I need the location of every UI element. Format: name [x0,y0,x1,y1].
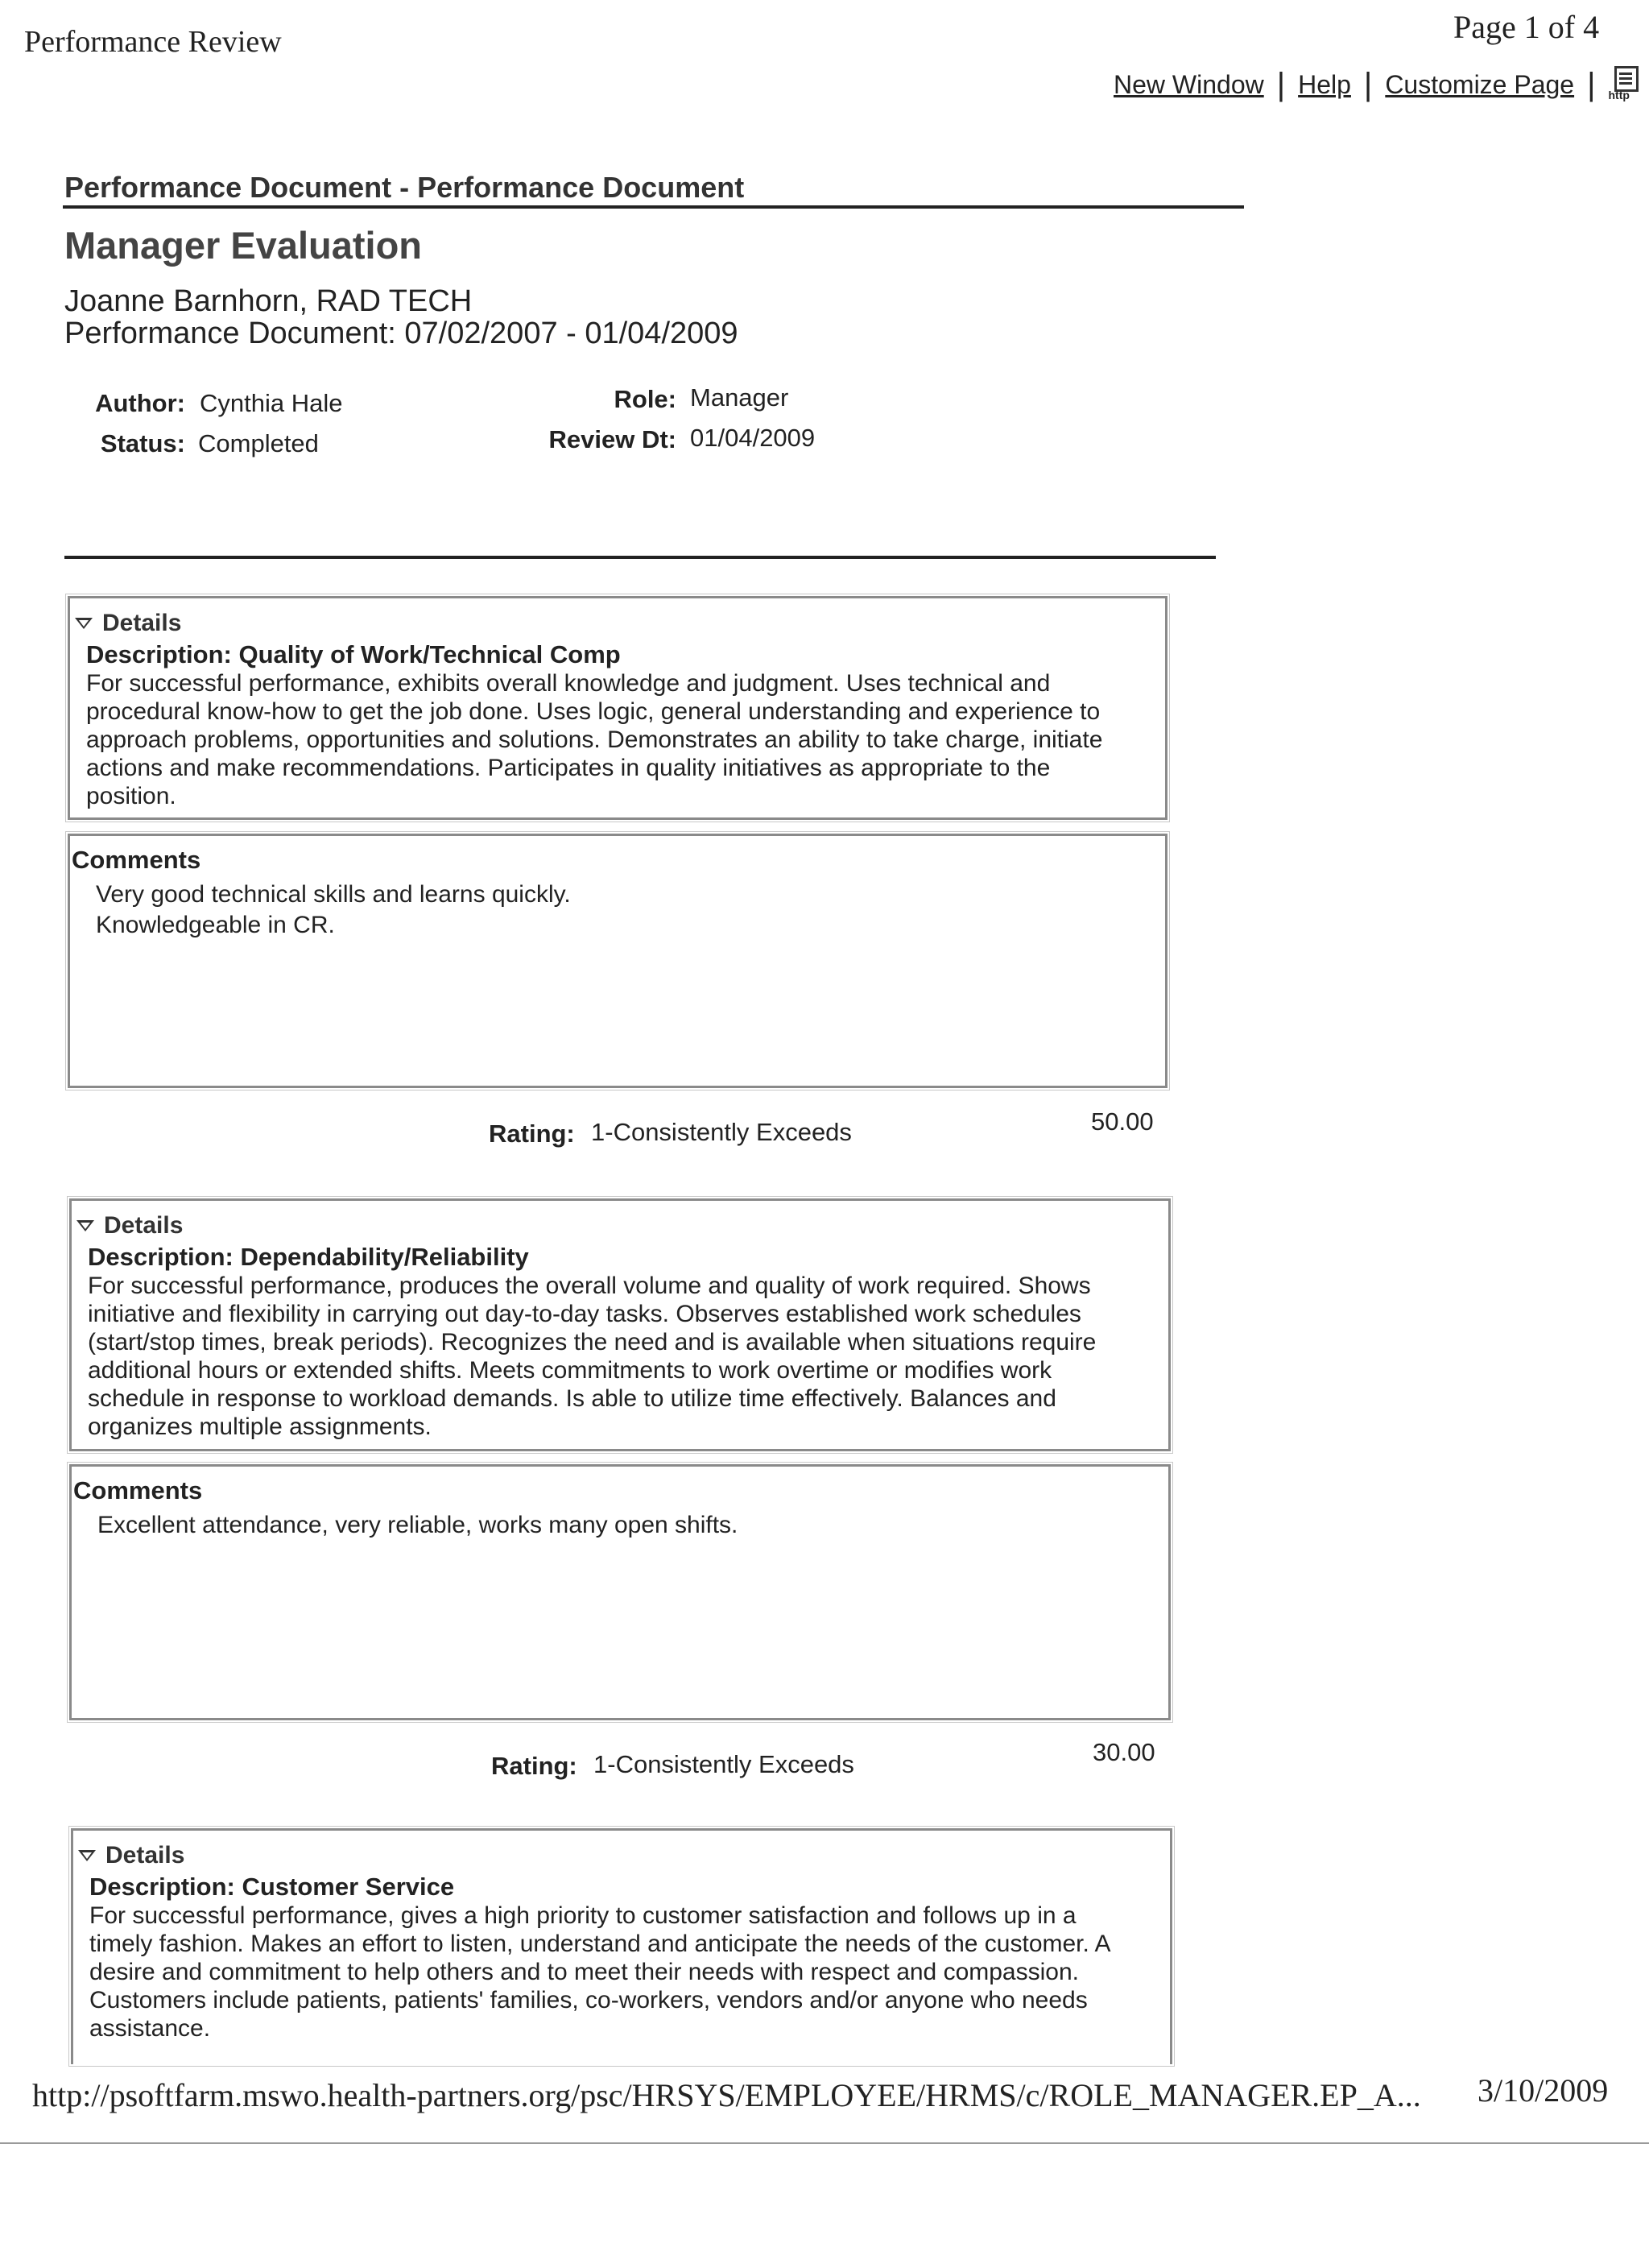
role-value: Manager [690,383,789,412]
comments-text: Very good technical skills and learns quickly. Knowledgeable in CR. [96,881,571,938]
http-link-icon[interactable] [1608,66,1640,103]
details-label: Details [104,1212,184,1239]
print-title: Performance Review [24,25,282,59]
description-text: For successful performance, gives a high priority to customer satisfaction and follows up in a timely fashion. Makes an effort to listen, understand and anticipate the needs of the customer. A desire and commitment to help others and to meet their needs with respect and compassion. Customers include patients, patients' families, co-workers, vendors and/or anyone who needs assistance. [89,1902,1110,2042]
details-toggle[interactable] [78,1842,184,1869]
details-toggle[interactable] [76,1212,183,1240]
details-label: Details [102,610,182,636]
details-panel [68,596,1168,820]
score-value: 30.00 [1093,1738,1155,1766]
rating-value: 1-Consistently Exceeds [591,1118,852,1146]
details-panel [71,1828,1172,2064]
author-label: Author: [95,389,185,417]
details-label: Details [105,1842,185,1869]
review-date-label: Review Dt: [548,425,676,453]
page-title: Manager Evaluation [64,224,422,267]
status-value: Completed [198,429,319,457]
description-text: For successful performance, exhibits overall knowledge and judgment. Uses technical and procedural know-how to get the job done. Uses logic, general understanding and experience to approach problems, opportunities and solutions. Demonstrates an ability to take charge, initiate actions and make recommendations. Participates in quality initiatives as appropriate to the position. [86,670,1103,809]
section-divider [64,556,1216,559]
top-links [1114,66,1640,103]
comments-panel [68,834,1168,1088]
footer-date: 3/10/2009 [1477,2072,1609,2109]
employee-name: Joanne Barnhorn, RAD TECH [64,284,473,318]
description-title: Description: Customer Service [89,1873,455,1901]
details-panel [69,1198,1171,1451]
review-date-value: 01/04/2009 [690,424,816,452]
author-value: Cynthia Hale [200,389,343,417]
footer-divider [0,2142,1649,2144]
description-text: For successful performance, produces the overall volume and quality of work required. Shows initiative and flexibility in carrying out day-to-day tasks. Observes established work schedules (start/stop times, break periods). Recognizes the need and is available when situations require additional hours or extended shifts. Meets commitments to work overtime or modifies work schedule in response to workload demands. Is able to utilize time effectively. Balances and organizes multiple assignments. [88,1273,1097,1440]
customize-page-link[interactable]: Customize Page [1385,69,1575,99]
score-value: 50.00 [1091,1107,1154,1136]
link-separator: | [1363,66,1373,102]
status-label: Status: [100,429,185,457]
description-title: Description: Quality of Work/Technical Comp [86,640,621,668]
http-icon-label: http [1608,89,1630,101]
description-title: Description: Dependability/Reliability [88,1243,529,1271]
footer-url: http://psoftfarm.mswo.health-partners.org/psc/HRSYS/EMPLOYEE/HRMS/c/ROLE_MANAGER.EP_A... [32,2077,1421,2113]
page-indicator: Page 1 of 4 [1453,9,1600,45]
comments-label: Comments [72,846,201,874]
rating-label: Rating: [489,1120,575,1148]
collapse-triangle-icon [76,1220,94,1231]
help-link[interactable]: Help [1298,69,1351,99]
role-label: Role: [614,385,676,413]
new-window-link[interactable]: New Window [1114,69,1264,99]
comments-text: Excellent attendance, very reliable, works many open shifts. [97,1512,738,1538]
comments-panel [69,1464,1171,1720]
link-separator: | [1276,66,1286,102]
comments-label: Comments [73,1476,203,1504]
section-header: Performance Document - Performance Document [64,171,745,204]
link-separator: | [1587,66,1596,102]
rating-label: Rating: [491,1752,577,1780]
rating-value: 1-Consistently Exceeds [593,1750,854,1778]
collapse-triangle-icon [75,618,93,629]
document-period: Performance Document: 07/02/2007 - 01/04/2009 [64,317,738,350]
collapse-triangle-icon [78,1850,96,1861]
header-divider [63,205,1244,209]
details-toggle[interactable] [75,610,181,637]
